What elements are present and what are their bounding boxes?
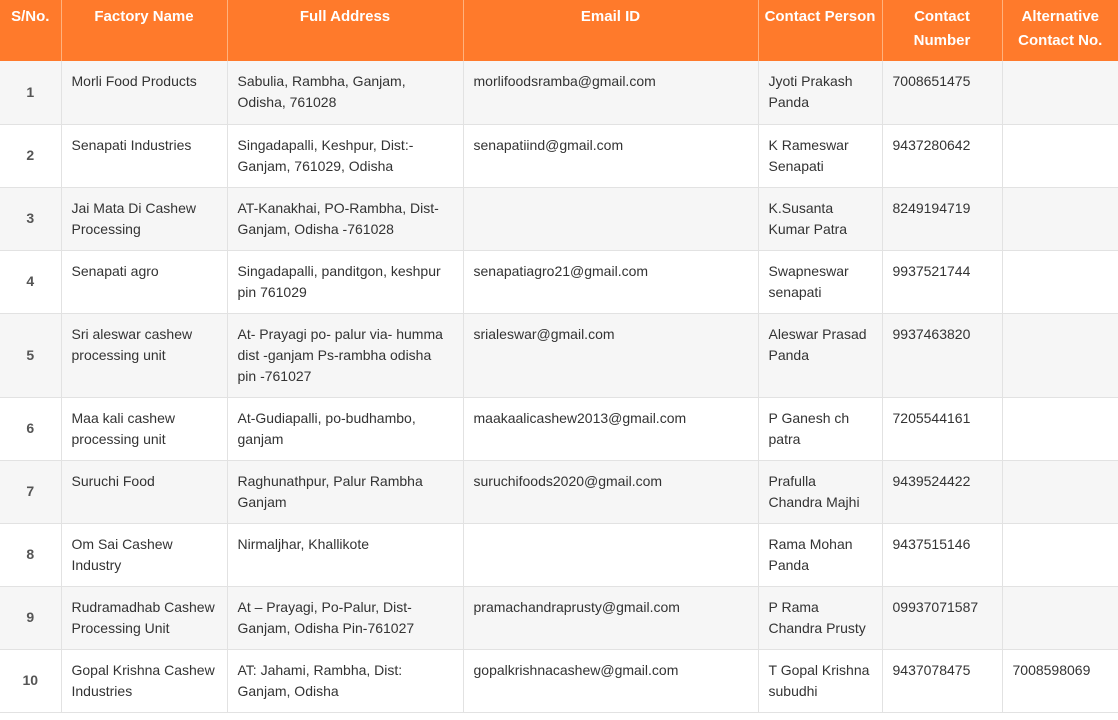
- cell-address: AT: Jahami, Rambha, Dist: Ganjam, Odisha: [227, 649, 463, 712]
- cell-sno: 3: [0, 187, 61, 250]
- cell-contact-number: 9437515146: [882, 523, 1002, 586]
- header-contact-number: Contact Number: [882, 0, 1002, 61]
- cell-address: At – Prayagi, Po-Palur, Dist- Ganjam, Odisha Pin-761027: [227, 586, 463, 649]
- cell-factory-name: Morli Food Products: [61, 61, 227, 124]
- cell-address: Raghunathpur, Palur Rambha Ganjam: [227, 460, 463, 523]
- cell-contact-number: 8249194719: [882, 187, 1002, 250]
- table-row: [0, 460, 1118, 523]
- cell-email: srialeswar@gmail.com: [463, 313, 758, 397]
- cell-contact-number: 9439524422: [882, 460, 1002, 523]
- cell-contact-person: K.Susanta Kumar Patra: [758, 187, 882, 250]
- cell-factory-name: Senapati Industries: [61, 124, 227, 187]
- table-header: [0, 0, 1118, 61]
- cell-contact-person: T Gopal Krishna subudhi: [758, 649, 882, 712]
- header-full-address: Full Address: [227, 0, 463, 61]
- cell-contact-person: P Ganesh ch patra: [758, 397, 882, 460]
- cell-alt-contact: [1002, 250, 1118, 313]
- cell-contact-number: 7205544161: [882, 397, 1002, 460]
- header-alternative-contact: Alternative Contact No.: [1002, 0, 1118, 61]
- cell-sno: 5: [0, 313, 61, 397]
- header-factory-name: Factory Name: [61, 0, 227, 61]
- cell-contact-person: Aleswar Prasad Panda: [758, 313, 882, 397]
- cell-contact-person: P Rama Chandra Prusty: [758, 586, 882, 649]
- table-row: [0, 397, 1118, 460]
- cell-contact-person: K Rameswar Senapati: [758, 124, 882, 187]
- cell-address: At-Gudiapalli, po-budhambo, ganjam: [227, 397, 463, 460]
- cell-contact-number: 9437078475: [882, 649, 1002, 712]
- cell-sno: 1: [0, 61, 61, 124]
- cell-alt-contact: [1002, 523, 1118, 586]
- cell-sno: 2: [0, 124, 61, 187]
- cell-sno: 6: [0, 397, 61, 460]
- header-contact-person: Contact Person: [758, 0, 882, 61]
- cell-contact-number: 09937071587: [882, 586, 1002, 649]
- cell-factory-name: Gopal Krishna Cashew Industries: [61, 649, 227, 712]
- cell-address: Singadapalli, panditgon, keshpur pin 761029: [227, 250, 463, 313]
- cell-contact-person: Swapneswar senapati: [758, 250, 882, 313]
- table-row: [0, 187, 1118, 250]
- cell-contact-person: Jyoti Prakash Panda: [758, 61, 882, 124]
- header-row: [0, 0, 1118, 61]
- cell-factory-name: Om Sai Cashew Industry: [61, 523, 227, 586]
- table-row: [0, 649, 1118, 712]
- header-sno: S/No.: [0, 0, 61, 61]
- cell-sno: 7: [0, 460, 61, 523]
- cell-address: AT-Kanakhai, PO-Rambha, Dist- Ganjam, Odisha -761028: [227, 187, 463, 250]
- cell-factory-name: Senapati agro: [61, 250, 227, 313]
- table-row: [0, 124, 1118, 187]
- cell-alt-contact: [1002, 397, 1118, 460]
- cell-contact-number: 9437280642: [882, 124, 1002, 187]
- cell-alt-contact: [1002, 187, 1118, 250]
- cell-alt-contact: [1002, 61, 1118, 124]
- cell-alt-contact: [1002, 124, 1118, 187]
- table-row: [0, 523, 1118, 586]
- cell-address: Singadapalli, Keshpur, Dist:- Ganjam, 761029, Odisha: [227, 124, 463, 187]
- cell-factory-name: Rudramadhab Cashew Processing Unit: [61, 586, 227, 649]
- table-row: [0, 61, 1118, 124]
- cell-sno: 9: [0, 586, 61, 649]
- cell-email: senapatiind@gmail.com: [463, 124, 758, 187]
- cell-factory-name: Jai Mata Di Cashew Processing: [61, 187, 227, 250]
- cell-alt-contact: [1002, 586, 1118, 649]
- cell-contact-person: Rama Mohan Panda: [758, 523, 882, 586]
- cell-sno: 8: [0, 523, 61, 586]
- cell-address: At- Prayagi po- palur via- humma dist -ganjam Ps-rambha odisha pin -761027: [227, 313, 463, 397]
- cell-factory-name: Suruchi Food: [61, 460, 227, 523]
- cell-contact-number: 9937463820: [882, 313, 1002, 397]
- cell-email: morlifoodsramba@gmail.com: [463, 61, 758, 124]
- table-body: [0, 61, 1118, 712]
- header-email-id: Email ID: [463, 0, 758, 61]
- cell-contact-person: Prafulla Chandra Majhi: [758, 460, 882, 523]
- table-row: [0, 586, 1118, 649]
- cell-email: maakaalicashew2013@gmail.com: [463, 397, 758, 460]
- table-row: [0, 313, 1118, 397]
- cell-sno: 10: [0, 649, 61, 712]
- cell-contact-number: 7008651475: [882, 61, 1002, 124]
- cell-email: [463, 523, 758, 586]
- cell-alt-contact: [1002, 313, 1118, 397]
- cell-email: suruchifoods2020@gmail.com: [463, 460, 758, 523]
- cell-address: Nirmaljhar, Khallikote: [227, 523, 463, 586]
- cell-contact-number: 9937521744: [882, 250, 1002, 313]
- cell-email: senapatiagro21@gmail.com: [463, 250, 758, 313]
- cell-email: [463, 187, 758, 250]
- table-row: [0, 250, 1118, 313]
- cell-factory-name: Maa kali cashew processing unit: [61, 397, 227, 460]
- cell-email: pramachandraprusty@gmail.com: [463, 586, 758, 649]
- cell-alt-contact: [1002, 460, 1118, 523]
- cell-sno: 4: [0, 250, 61, 313]
- cell-address: Sabulia, Rambha, Ganjam, Odisha, 761028: [227, 61, 463, 124]
- cell-email: gopalkrishnacashew@gmail.com: [463, 649, 758, 712]
- cell-alt-contact: 7008598069: [1002, 649, 1118, 712]
- cell-factory-name: Sri aleswar cashew processing unit: [61, 313, 227, 397]
